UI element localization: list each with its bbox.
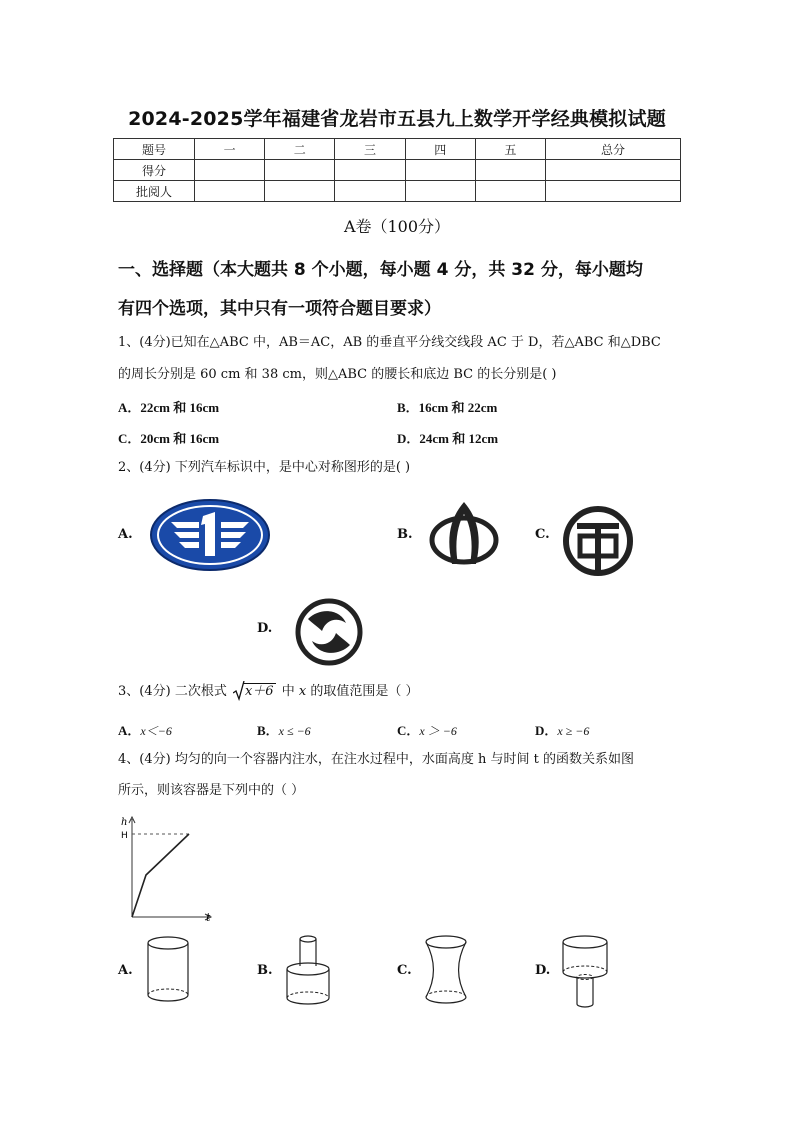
question-4-line2: 所示，则该容器是下列中的（ ）	[118, 783, 305, 798]
table-cell	[265, 181, 335, 202]
table-cell	[546, 181, 681, 202]
q3-option-b	[257, 720, 311, 739]
option-expr: x ≥ −6	[557, 724, 590, 738]
table-cell	[335, 181, 405, 202]
height-curve	[132, 834, 189, 917]
part-title-line2: 有四个选项，其中只有一项符合题目要求）	[118, 299, 441, 319]
q1-option-c: C．20cm 和 16cm	[118, 431, 220, 446]
option-label: A．	[118, 723, 141, 738]
table-cell	[265, 160, 335, 181]
table-row-label: 得分	[114, 160, 195, 181]
q3-option-a	[118, 720, 172, 739]
option-expr: x＜−6	[140, 724, 172, 738]
question-1-line1: 1、(4分)已知在△ABC 中，AB＝AC，AB 的垂直平分线交线段 AC 于 D，若△ABC 和△DBC	[118, 335, 661, 350]
section-heading: A卷（100分）	[343, 217, 451, 236]
table-header-cell: 三	[335, 139, 405, 160]
sqrt-icon	[233, 681, 245, 701]
option-label: B．	[257, 723, 279, 738]
table-header-cell: 题号	[114, 139, 195, 160]
q1-option-d: D．24cm 和 12cm	[397, 431, 499, 446]
table-header-cell: 四	[405, 139, 475, 160]
q2-label-c: C.	[535, 527, 550, 542]
circle-grid-logo-icon	[560, 505, 636, 577]
faw-logo-icon	[149, 498, 271, 572]
arch-logo-icon	[428, 498, 500, 568]
table-cell	[195, 160, 265, 181]
h-mark-label: H	[121, 831, 128, 841]
container-d-narrow-bottom	[558, 932, 612, 1012]
question-3-text	[118, 683, 419, 701]
y-axis-label: h	[121, 817, 128, 828]
x-axis-label: t	[206, 911, 211, 924]
page-title: 2024-2025学年福建省龙岩市五县九上数学开学经典模拟试题	[128, 108, 666, 130]
q1-option-b: B．16cm 和 22cm	[397, 400, 498, 415]
q3-radicand: x＋6	[244, 684, 274, 699]
radical-expression	[233, 683, 276, 701]
q4-label-a: A.	[118, 963, 133, 978]
q3-prefix: 3、(4分) 二次根式	[118, 684, 227, 699]
table-row	[114, 160, 681, 181]
q4-label-b: B.	[257, 963, 273, 978]
q3-mid: 中	[281, 684, 295, 699]
table-cell	[335, 160, 405, 181]
q2-label-b: B.	[397, 527, 413, 542]
table-row	[114, 181, 681, 202]
water-height-graph	[113, 813, 218, 925]
option-label: C．	[397, 723, 420, 738]
question-4-line1: 4、(4分) 均匀的向一个容器内注水，在注水过程中，水面高度 h 与时间 t 的函数关系如图	[118, 752, 634, 767]
q3-suffix: 的取值范围是（ ）	[310, 684, 419, 699]
q2-label-a: A.	[118, 527, 133, 542]
container-c-hourglass	[422, 933, 470, 1007]
table-cell	[475, 181, 545, 202]
q1-option-a: A．22cm 和 16cm	[118, 400, 220, 415]
question-1-line2: 的周长分别是 60 cm 和 38 cm，则△ABC 的腰长和底边 BC 的长分别是( )	[118, 367, 557, 382]
option-expr: x ≤ −6	[278, 724, 311, 738]
swirl-logo-icon	[294, 597, 364, 667]
q3-var: x	[298, 684, 307, 699]
table-row-label: 批阅人	[114, 181, 195, 202]
container-a-cylinder	[145, 933, 191, 1005]
q2-label-d: D.	[257, 621, 273, 636]
q4-label-d: D.	[535, 963, 551, 978]
table-header-cell: 五	[475, 139, 545, 160]
container-b-narrow-top	[282, 932, 334, 1008]
q3-option-d	[535, 720, 589, 739]
table-header-cell: 一	[195, 139, 265, 160]
q3-option-c	[397, 720, 457, 739]
table-header-cell: 二	[265, 139, 335, 160]
table-row	[114, 139, 681, 160]
question-2-text: 2、(4分) 下列汽车标识中，是中心对称图形的是( )	[118, 460, 411, 475]
part-title-line1: 一、选择题（本大题共 8 个小题，每小题 4 分，共 32 分，每小题均	[118, 260, 643, 280]
table-cell	[405, 160, 475, 181]
score-table	[113, 138, 681, 202]
table-cell	[475, 160, 545, 181]
q4-label-c: C.	[397, 963, 412, 978]
option-expr: x ＞ −6	[419, 724, 457, 738]
table-header-cell: 总分	[546, 139, 681, 160]
option-label: D．	[535, 723, 558, 738]
table-cell	[546, 160, 681, 181]
table-cell	[405, 181, 475, 202]
table-cell	[195, 181, 265, 202]
